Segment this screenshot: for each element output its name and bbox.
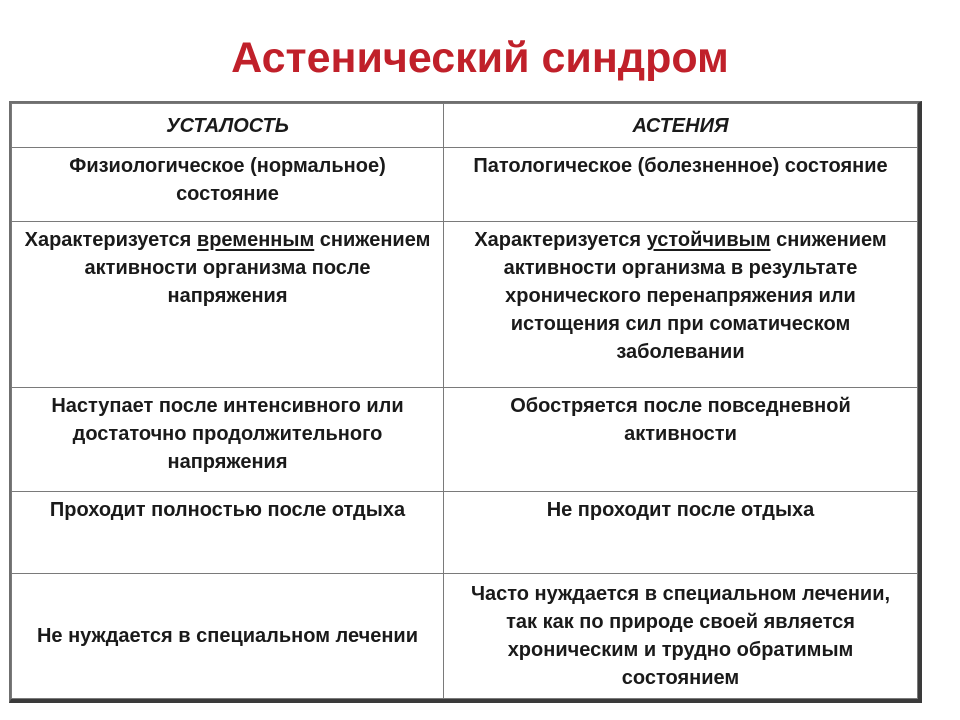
fatigue-cell: Проходит полностью после отдыха — [12, 492, 444, 574]
asthenia-cell — [444, 222, 918, 388]
cell-text: снижением активности организма после напряжения — [84, 229, 431, 307]
asthenia-cell: Обостряется после повседневной активности — [444, 388, 918, 492]
fatigue-cell — [12, 222, 444, 388]
asthenia-cell: Часто нуждается в специальном лечении, так как по природе своей является хроническим и трудно обратимым состоянием — [444, 574, 918, 699]
cell-text: Характеризуется — [24, 229, 197, 251]
table-row — [12, 148, 918, 222]
comparison-table-frame — [9, 101, 922, 703]
header-fatigue: УСТАЛОСТЬ — [12, 104, 444, 148]
table-row — [12, 388, 918, 492]
fatigue-cell: Физиологическое (нормальное) состояние — [12, 148, 444, 222]
table-row — [12, 492, 918, 574]
cell-text: снижением активности организма в результате хронического перенапряжения или истощения сил при соматическом заболевании — [503, 229, 887, 363]
table-row — [12, 574, 918, 699]
comparison-table — [11, 103, 918, 699]
table-row — [12, 222, 918, 388]
table-header-row — [12, 104, 918, 148]
slide-title: Астенический синдром — [231, 34, 729, 82]
underlined-term: устойчивым — [646, 229, 771, 251]
cell-text: Характеризуется — [474, 229, 647, 251]
fatigue-cell: Наступает после интенсивного или достаточно продолжительного напряжения — [12, 388, 444, 492]
asthenia-cell: Патологическое (болезненное) состояние — [444, 148, 918, 222]
fatigue-cell: Не нуждается в специальном лечении — [12, 574, 444, 699]
header-asthenia: АСТЕНИЯ — [444, 104, 918, 148]
underlined-term: временным — [196, 229, 315, 251]
asthenia-cell: Не проходит после отдыха — [444, 492, 918, 574]
